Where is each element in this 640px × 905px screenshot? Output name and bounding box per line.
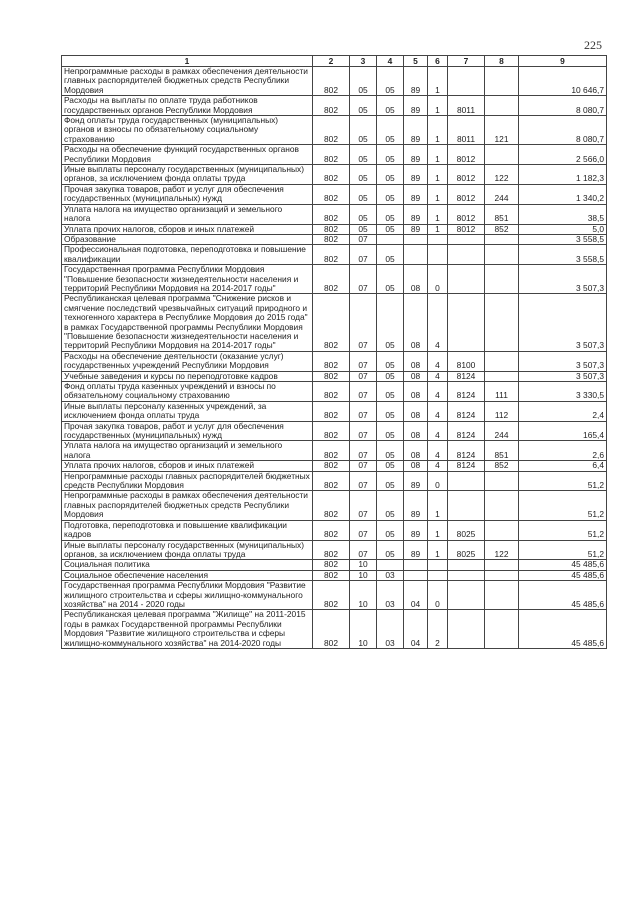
program-cell: 89 [404,116,428,145]
section-cell: 07 [350,234,377,244]
code-cell: 802 [313,371,350,381]
subsection-cell: 05 [377,471,404,491]
section-cell: 07 [350,461,377,471]
table-row [62,520,607,540]
name-cell: Социальное обеспечение населения [62,570,313,580]
article-cell [448,570,485,580]
table-row [62,234,607,244]
program-cell [404,570,428,580]
expense-type-cell [485,234,519,244]
article-cell: 8025 [448,520,485,540]
subsection-cell: 05 [377,382,404,402]
section-cell: 05 [350,116,377,145]
section-cell: 07 [350,421,377,441]
amount-cell: 45 485,6 [519,610,607,649]
amount-cell: 3 507,3 [519,371,607,381]
program-cell: 89 [404,471,428,491]
amount-cell: 3 558,5 [519,245,607,265]
program-cell: 89 [404,520,428,540]
program-cell: 08 [404,461,428,471]
subsection-cell: 05 [377,165,404,185]
section-cell: 07 [350,265,377,294]
subsection-cell: 05 [377,461,404,471]
expense-type-cell [485,67,519,96]
table-row [62,245,607,265]
subprogram-cell: 4 [428,351,448,371]
subsection-cell: 05 [377,520,404,540]
amount-cell: 51,2 [519,471,607,491]
code-cell: 802 [313,204,350,224]
code-cell: 802 [313,441,350,461]
expense-type-cell: 851 [485,204,519,224]
program-cell: 08 [404,294,428,351]
program-cell: 04 [404,581,428,610]
name-cell: Непрограммные расходы в рамках обеспечения деятельности главных распорядителей бюджетных средств Республики Мордовия [62,67,313,96]
expense-type-cell: 112 [485,401,519,421]
subsection-cell: 05 [377,224,404,234]
article-cell [448,265,485,294]
subprogram-cell: 1 [428,540,448,560]
subprogram-cell: 1 [428,520,448,540]
table-row [62,610,607,649]
expense-type-cell [485,560,519,570]
expense-type-cell [485,245,519,265]
amount-cell: 3 507,3 [519,351,607,371]
section-cell: 07 [350,294,377,351]
section-cell: 10 [350,581,377,610]
subprogram-cell: 4 [428,294,448,351]
program-cell: 08 [404,421,428,441]
expense-type-cell [485,610,519,649]
subsection-cell: 05 [377,421,404,441]
program-cell: 89 [404,204,428,224]
section-cell: 07 [350,441,377,461]
name-cell: Иные выплаты персоналу государственных (муниципальных) органов, за исключением фонда оплаты труда [62,540,313,560]
column-header: 6 [428,56,448,67]
program-cell: 89 [404,145,428,165]
subprogram-cell: 4 [428,371,448,381]
table-row [62,382,607,402]
column-header: 1 [62,56,313,67]
name-cell: Фонд оплаты труда государственных (муниципальных) органов и взносы по обязательному социальному страхованию [62,116,313,145]
program-cell: 08 [404,265,428,294]
program-cell: 89 [404,491,428,520]
subsection-cell: 05 [377,145,404,165]
subprogram-cell [428,560,448,570]
article-cell [448,245,485,265]
name-cell: Учебные заведения и курсы по переподготовке кадров [62,371,313,381]
amount-cell: 45 485,6 [519,581,607,610]
column-header: 7 [448,56,485,67]
expense-type-cell [485,371,519,381]
subsection-cell: 05 [377,371,404,381]
article-cell: 8012 [448,165,485,185]
subsection-cell: 05 [377,265,404,294]
program-cell [404,560,428,570]
amount-cell: 45 485,6 [519,570,607,580]
amount-cell: 3 507,3 [519,265,607,294]
column-header: 4 [377,56,404,67]
subsection-cell: 03 [377,570,404,580]
code-cell: 802 [313,245,350,265]
article-cell: 8012 [448,224,485,234]
amount-cell: 2 566,0 [519,145,607,165]
section-cell: 10 [350,570,377,580]
amount-cell: 51,2 [519,540,607,560]
table-row [62,67,607,96]
subprogram-cell: 0 [428,265,448,294]
name-cell: Расходы на обеспечение деятельности (оказание услуг) государственных учреждений Республики Мордовия [62,351,313,371]
article-cell [448,67,485,96]
subprogram-cell: 1 [428,116,448,145]
expense-type-cell [485,491,519,520]
article-cell: 8011 [448,116,485,145]
article-cell [448,471,485,491]
subprogram-cell: 4 [428,421,448,441]
subsection-cell: 05 [377,245,404,265]
expense-type-cell: 244 [485,421,519,441]
page-number: 225 [584,38,602,52]
subsection-cell: 05 [377,184,404,204]
subsection-cell: 05 [377,116,404,145]
subprogram-cell: 4 [428,382,448,402]
table-row [62,204,607,224]
program-cell: 89 [404,96,428,116]
code-cell: 802 [313,165,350,185]
code-cell: 802 [313,471,350,491]
subprogram-cell [428,245,448,265]
table-row [62,371,607,381]
subprogram-cell: 1 [428,67,448,96]
name-cell: Иные выплаты персоналу государственных (муниципальных) органов, за исключением фонда оплаты труда [62,165,313,185]
code-cell: 802 [313,96,350,116]
article-cell: 8124 [448,441,485,461]
code-cell: 802 [313,265,350,294]
table-row [62,224,607,234]
expense-type-cell: 122 [485,540,519,560]
expense-type-cell [485,581,519,610]
article-cell: 8011 [448,96,485,116]
name-cell: Расходы на обеспечение функций государственных органов Республики Мордовия [62,145,313,165]
code-cell: 802 [313,610,350,649]
section-cell: 07 [350,245,377,265]
section-cell: 07 [350,540,377,560]
amount-cell: 3 330,5 [519,382,607,402]
subprogram-cell [428,234,448,244]
subprogram-cell: 2 [428,610,448,649]
name-cell: Уплата прочих налогов, сборов и иных платежей [62,461,313,471]
code-cell: 802 [313,234,350,244]
code-cell: 802 [313,116,350,145]
program-cell: 89 [404,165,428,185]
table-row [62,540,607,560]
section-cell: 05 [350,165,377,185]
program-cell: 89 [404,224,428,234]
amount-cell: 165,4 [519,421,607,441]
section-cell: 05 [350,204,377,224]
program-cell: 08 [404,351,428,371]
expense-type-cell: 852 [485,461,519,471]
name-cell: Непрограммные расходы в рамках обеспечения деятельности главных распорядителей бюджетных средств Республики Мордовия [62,491,313,520]
table-row [62,401,607,421]
code-cell: 802 [313,145,350,165]
expense-type-cell: 851 [485,441,519,461]
subprogram-cell: 4 [428,441,448,461]
subprogram-cell: 1 [428,165,448,185]
code-cell: 802 [313,401,350,421]
section-cell: 07 [350,401,377,421]
section-cell: 10 [350,560,377,570]
amount-cell: 51,2 [519,491,607,520]
subprogram-cell: 4 [428,401,448,421]
code-cell: 802 [313,421,350,441]
code-cell: 802 [313,540,350,560]
subprogram-cell [428,570,448,580]
program-cell: 08 [404,401,428,421]
name-cell: Профессиональная подготовка, переподготовка и повышение квалификации [62,245,313,265]
column-header: 5 [404,56,428,67]
name-cell: Уплата прочих налогов, сборов и иных платежей [62,224,313,234]
amount-cell: 1 340,2 [519,184,607,204]
subsection-cell: 05 [377,540,404,560]
expense-type-cell: 121 [485,116,519,145]
subprogram-cell: 1 [428,96,448,116]
subprogram-cell: 1 [428,224,448,234]
section-cell: 05 [350,67,377,96]
subsection-cell: 05 [377,294,404,351]
table-row [62,560,607,570]
name-cell: Республиканская целевая программа "Жилище" на 2011-2015 годы в рамках Государственной программы Республики Мордовия "Развитие жилищного строительства и сферы жилищно-коммунального хозяйства" на 2014-2020 годы [62,610,313,649]
name-cell: Прочая закупка товаров, работ и услуг для обеспечения государственных (муниципальных) нужд [62,184,313,204]
program-cell: 08 [404,371,428,381]
expense-type-cell [485,520,519,540]
subsection-cell: 05 [377,96,404,116]
expense-type-cell: 244 [485,184,519,204]
expense-type-cell [485,294,519,351]
article-cell: 8012 [448,145,485,165]
program-cell [404,234,428,244]
amount-cell: 6,4 [519,461,607,471]
article-cell [448,234,485,244]
table-row [62,351,607,371]
table-row [62,145,607,165]
subsection-cell [377,560,404,570]
section-cell: 05 [350,184,377,204]
code-cell: 802 [313,184,350,204]
name-cell: Уплата налога на имущество организаций и земельного налога [62,441,313,461]
section-cell: 05 [350,224,377,234]
section-cell: 10 [350,610,377,649]
name-cell: Непрограммные расходы главных распорядителей бюджетных средств Республики Мордовия [62,471,313,491]
amount-cell: 10 646,7 [519,67,607,96]
article-cell: 8124 [448,382,485,402]
column-header: 2 [313,56,350,67]
subsection-cell: 05 [377,204,404,224]
article-cell: 8124 [448,401,485,421]
code-cell: 802 [313,570,350,580]
subsection-cell: 03 [377,610,404,649]
name-cell: Государственная программа Республики Мордовия "Повышение безопасности жизнедеятельности населения и территорий Республики Мордовия на 2014-2017 годы" [62,265,313,294]
name-cell: Образование [62,234,313,244]
code-cell: 802 [313,224,350,234]
section-cell: 07 [350,351,377,371]
column-header: 3 [350,56,377,67]
program-cell: 89 [404,184,428,204]
article-cell [448,560,485,570]
code-cell: 802 [313,67,350,96]
subprogram-cell: 0 [428,471,448,491]
program-cell: 08 [404,382,428,402]
article-cell: 8124 [448,461,485,471]
code-cell: 802 [313,520,350,540]
subsection-cell [377,234,404,244]
article-cell [448,491,485,520]
expense-type-cell [485,96,519,116]
subprogram-cell: 1 [428,145,448,165]
expense-type-cell [485,471,519,491]
amount-cell: 38,5 [519,204,607,224]
table-row [62,96,607,116]
table-row [62,570,607,580]
name-cell: Прочая закупка товаров, работ и услуг для обеспечения государственных (муниципальных) нужд [62,421,313,441]
section-cell: 07 [350,371,377,381]
amount-cell: 3 507,3 [519,294,607,351]
code-cell: 802 [313,491,350,520]
name-cell: Расходы на выплаты по оплате труда работников государственных органов Республики Мордовия [62,96,313,116]
article-cell: 8025 [448,540,485,560]
code-cell: 802 [313,294,350,351]
expense-type-cell: 852 [485,224,519,234]
code-cell: 802 [313,560,350,570]
section-cell: 05 [350,145,377,165]
amount-cell: 8 080,7 [519,116,607,145]
amount-cell: 1 182,3 [519,165,607,185]
table-row [62,294,607,351]
subprogram-cell: 1 [428,184,448,204]
name-cell: Подготовка, переподготовка и повышение квалификации кадров [62,520,313,540]
name-cell: Уплата налога на имущество организаций и земельного налога [62,204,313,224]
article-cell [448,294,485,351]
section-cell: 07 [350,471,377,491]
program-cell: 04 [404,610,428,649]
table-row [62,471,607,491]
subprogram-cell: 0 [428,581,448,610]
table-row [62,441,607,461]
table-row [62,184,607,204]
program-cell: 08 [404,441,428,461]
expense-type-cell: 122 [485,165,519,185]
subsection-cell: 05 [377,351,404,371]
expense-type-cell: 111 [485,382,519,402]
name-cell: Фонд оплаты труда казенных учреждений и взносы по обязательному социальному страхованию [62,382,313,402]
article-cell: 8100 [448,351,485,371]
table-row [62,265,607,294]
column-header: 8 [485,56,519,67]
code-cell: 802 [313,382,350,402]
subsection-cell: 05 [377,401,404,421]
column-header: 9 [519,56,607,67]
subprogram-cell: 1 [428,491,448,520]
expense-type-cell [485,145,519,165]
code-cell: 802 [313,461,350,471]
article-cell: 8124 [448,371,485,381]
code-cell: 802 [313,351,350,371]
table-row [62,116,607,145]
table-row [62,491,607,520]
table-row [62,581,607,610]
name-cell: Иные выплаты персоналу казенных учреждений, за исключением фонда оплаты труда [62,401,313,421]
subsection-cell: 05 [377,491,404,520]
section-cell: 07 [350,491,377,520]
expense-type-cell [485,265,519,294]
amount-cell: 3 558,5 [519,234,607,244]
table-row [62,421,607,441]
subsection-cell: 03 [377,581,404,610]
article-cell: 8124 [448,421,485,441]
table-row [62,461,607,471]
code-cell: 802 [313,581,350,610]
article-cell: 8012 [448,184,485,204]
subprogram-cell: 1 [428,204,448,224]
program-cell: 89 [404,67,428,96]
amount-cell: 8 080,7 [519,96,607,116]
amount-cell: 2,6 [519,441,607,461]
amount-cell: 5,0 [519,224,607,234]
name-cell: Социальная политика [62,560,313,570]
name-cell: Республиканская целевая программа "Снижение рисков и смягчение последствий чрезвычайных ситуаций природного и техногенного характера в Республике Мордовия до 2015 года" в рамках Государственной программы Республики Мордовия "Повышение безопасности жизнедеятельности населения и территорий Республики Мордовия на 2014-2017 годы" [62,294,313,351]
header-row [62,56,607,67]
table-row [62,165,607,185]
program-cell: 89 [404,540,428,560]
subprogram-cell: 4 [428,461,448,471]
expense-type-cell [485,351,519,371]
budget-table [61,55,607,649]
section-cell: 07 [350,382,377,402]
article-cell [448,581,485,610]
section-cell: 07 [350,520,377,540]
amount-cell: 45 485,6 [519,560,607,570]
subsection-cell: 05 [377,67,404,96]
program-cell [404,245,428,265]
amount-cell: 51,2 [519,520,607,540]
expense-type-cell [485,570,519,580]
article-cell: 8012 [448,204,485,224]
subsection-cell: 05 [377,441,404,461]
name-cell: Государственная программа Республики Мордовия "Развитие жилищного строительства и сферы жилищно-коммунального хозяйства" на 2014 - 2020 годы [62,581,313,610]
amount-cell: 2,4 [519,401,607,421]
section-cell: 05 [350,96,377,116]
article-cell [448,610,485,649]
